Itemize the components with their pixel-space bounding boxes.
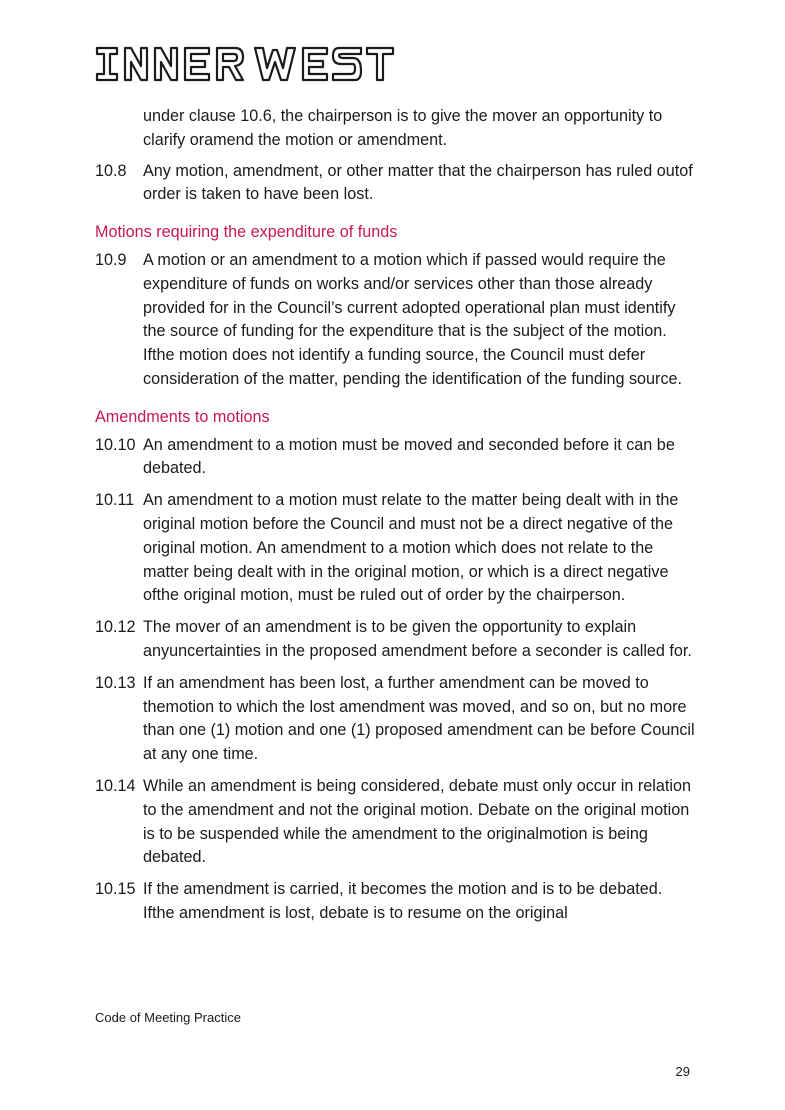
- clause-10-9: [95, 249, 695, 392]
- clause-number: 10.8: [95, 161, 127, 180]
- clause-text: An amendment to a motion must be moved and seconded before it can be debated.: [143, 435, 675, 478]
- clause-text: If the amendment is carried, it becomes the motion and is to be debated. Ifthe amendment is lost, debate is to resume on the original: [143, 880, 663, 922]
- clause-10-8: [95, 160, 695, 208]
- page-number: 29: [675, 1064, 690, 1079]
- clause-10-12: [95, 616, 695, 664]
- clause-number: 10.14: [95, 776, 136, 795]
- footer-title: Code of Meeting Practice: [95, 1010, 241, 1025]
- clause-text: Any motion, amendment, or other matter that the chairperson has ruled outof order is taken to have been lost.: [143, 161, 693, 204]
- clause-number: 10.12: [95, 618, 136, 637]
- clause-10-15: [95, 878, 695, 926]
- clause-10-13: [95, 672, 695, 767]
- document-body: [95, 105, 695, 934]
- continued-paragraph: [95, 105, 695, 153]
- clause-number: 10.10: [95, 435, 136, 454]
- clause-number: 10.15: [95, 880, 136, 899]
- inner-west-logo: [95, 44, 395, 84]
- clause-text: An amendment to a motion must relate to the matter being dealt with in the original motion before the Council and must not be a direct negative of the original motion. An amendment to a motion which does not relate to the matter being dealt with in the original motion, or which is a direct negative ofthe original motion, must be ruled out of order by the chairperson.: [143, 491, 679, 605]
- clause-10-14: [95, 775, 695, 870]
- paragraph-text: under clause 10.6, the chairperson is to give the mover an opportunity to clarify oramend the motion or amendment.: [143, 107, 663, 149]
- section-heading-amendments: Amendments to motions: [95, 407, 270, 426]
- clause-number: 10.13: [95, 673, 136, 692]
- clause-text: If an amendment has been lost, a further amendment can be moved to themotion to which the lost amendment was moved, and so on, but no more than one (1) motion and one (1) proposed amendment can be before Council at any one time.: [143, 673, 695, 764]
- clause-text: While an amendment is being considered, debate must only occur in relation to the amendment and not the original motion. Debate on the original motion is to be suspended while the amendment to the originalmotion is being debated.: [143, 776, 691, 867]
- clause-number: 10.11: [95, 491, 135, 510]
- clause-10-10: [95, 434, 695, 482]
- clause-10-11: [95, 489, 695, 608]
- clause-text: A motion or an amendment to a motion which if passed would require the expenditure of funds on works and/or services other than those already provided for in the Council’s current adopted operational plan must identify the source of funding for the expenditure that is the subject of the motion. Ifthe motion does not identify a funding source, the Council must defer consideration of the matter, pending the identification of the funding source.: [143, 250, 683, 388]
- clause-text: The mover of an amendment is to be given the opportunity to explain anyuncertainties in the proposed amendment before a seconder is called for.: [143, 618, 692, 660]
- clause-number: 10.9: [95, 250, 127, 269]
- section-heading-funds: Motions requiring the expenditure of funds: [95, 223, 398, 242]
